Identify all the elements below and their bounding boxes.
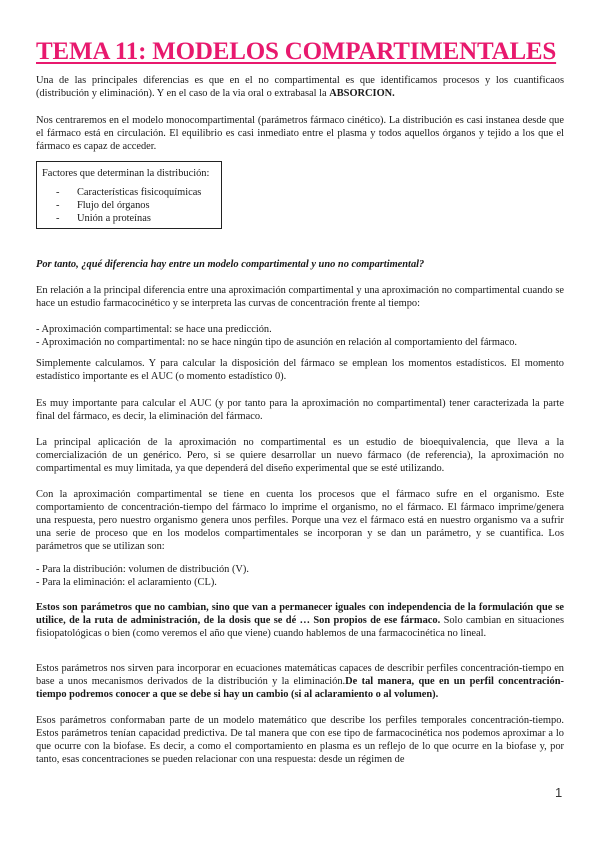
model-paragraph: Esos parámetros conformaban parte de un modelo matemático que describe los perfiles temporales concentración-tiempo. Estos parámetros tenían capacidad predictiva. De tal manera que con ese tipo de farmacocinética nos podemos aproximar a lo que ocurre con la biofase. Es decir, a como el comportamiento en plasma es un reflejo de lo que ocurre en la biofase y, por tanto, esas concentraciones se pueden relacionar con una respuesta: desde un régimen de [36, 715, 564, 765]
mono-paragraph: Nos centraremos en el modelo monocompartimental (parámetros fármaco cinético). La distribución es casi instanea desde que el fármaco está en circulación. El equilibrio es casi inmediato entre el plasma y todos aquellos órganos y tejido a los que el fármaco es capaz de acceder. [36, 115, 564, 152]
approach-item: - Aproximación compartimental: se hace una predicción. [36, 324, 272, 335]
param-item: - Para la distribución: volumen de distribución (V). [36, 564, 249, 575]
constant-text: Solo cambian en situaciones fisiopatológicas o bien (como veremos el año que viene) cuando hablemos de una farmacocinética no lineal. [36, 615, 564, 639]
factor-item: - Características fisicoquímicas [42, 186, 217, 199]
simple-paragraph: Simplemente calculamos. Y para calcular la disposición del fármaco se emplean los momentos estadísticos. El momento estadístico importante es el AUC (o momento estadístico 0). [36, 358, 564, 382]
intro-paragraph [36, 74, 564, 100]
factor-item: - Unión a proteínas [42, 212, 217, 225]
param-item: - Para la eliminación: el aclaramiento (CL). [36, 577, 217, 588]
constant-paragraph [36, 601, 564, 640]
question-heading: Por tanto, ¿qué diferencia hay entre un modelo compartimental y uno no compartimental? [36, 259, 425, 270]
compartmental-paragraph: Con la aproximación compartimental se tiene en cuenta los procesos que el fármaco sufre en el organismo. Este comportamiento de concentración-tiempo del fármaco lo imprime el organismo, no el fármaco. El fármaco imprime/genera una respuesta, pero nuestro organismo genera unos perfiles. Porque una vez el fármaco está en nuestro organismo va a sufrir una serie de proceso que en los modelos compartimentales se incorporan y se dan un parámetro, y se cuantifica. Los parámetros que se utilizan son: [36, 489, 564, 552]
factor-item: - Flujo del órganos [42, 199, 217, 212]
page-number: 1 [555, 785, 563, 800]
bioequivalence-paragraph: La principal aplicación de la aproximación no compartimental es un estudio de bioequivalencia, que lleva a la comercialización de un genérico. Pero, si se quiere desarrollar un nuevo fármaco (de referencia), la aproximación no compartimental es muy limitada, ya que dependerá del diseño experimental que se esté utilizando. [36, 437, 564, 474]
equations-text: Estos parámetros nos sirven para incorporar en ecuaciones matemáticas capaces de describir perfiles concentración-tiempo en base a unos mecanismos derivados de la distribución y la eliminación. [36, 663, 564, 687]
factors-box [36, 161, 222, 229]
equations-bold: De tal manera, que en un perfil concentración-tiempo podremos conocer a que se debe si hay un cambio (si al aclaramiento o al volumen). [36, 676, 564, 700]
approach-item: - Aproximación no compartimental: no se hace ningún tipo de asunción en relación al comportamiento del fármaco. [36, 337, 517, 348]
equations-paragraph [36, 662, 564, 701]
relation-paragraph: En relación a la principal diferencia entre una aproximación compartimental y una aproximación no compartimental cuando se hace un estudio farmacocinético y se interpreta las curvas de concentración frente al tiempo: [36, 285, 564, 309]
intro-text: Una de las principales diferencias es que en el no compartimental es que identificamos procesos y los cuantificaos (distribución y eliminación). Y en el caso de la via oral o extrabasal la [36, 75, 564, 99]
params-list [36, 563, 564, 589]
intro-bold: ABSORCION. [329, 88, 395, 99]
factors-list [42, 186, 217, 225]
factors-heading: Factores que determinan la distribución: [42, 168, 210, 179]
constant-bold: Estos son parámetros que no cambian, sino que van a permanecer iguales con independencia de la formulación que se utilice, de la ruta de administración, de la dosis que se dé … Son propios de ese fármaco. [36, 602, 564, 626]
auc-paragraph: Es muy importante para calcular el AUC (y por tanto para la aproximación no compartimental) tener caracterizada la parte final del fármaco, es decir, la eliminación del fármaco. [36, 398, 564, 422]
approaches-list [36, 323, 564, 349]
page-title: TEMA 11: MODELOS COMPARTIMENTALES [36, 38, 557, 65]
